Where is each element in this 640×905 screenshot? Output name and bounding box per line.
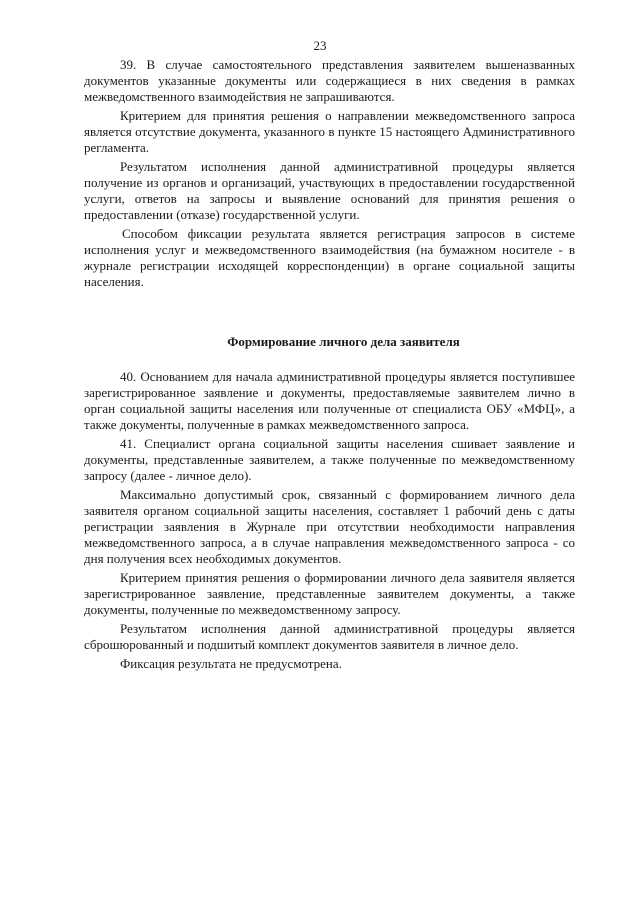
paragraph-criterion-request: Критерием для принятия решения о направлении межведомственного запроса является отсутствие документа, указанного в пункте 15 настоящего Административного регламента. [84, 108, 575, 155]
paragraph-max-term: Максимально допустимый срок, связанный с формированием личного дела заявителя органом социальной защиты населения, составляет 1 рабочий день с даты регистрации заявления в Журнале при отсутствии необходимости направления межведомственного запроса, а в случае направления межведомственного запроса - со дня получения всех необходимых документов. [84, 487, 575, 566]
paragraph-result-request: Результатом исполнения данной административной процедуры является получение из органов и организаций, участвующих в предоставлении государственной услуги, ответов на запросы и выявление оснований для принятия решения о предоставлении (отказе) государственной услуги. [84, 159, 575, 222]
paragraph-criterion-file: Критерием принятия решения о формировании личного дела заявителя является зарегистрированное заявление, представленные заявителем документы, а также документы, полученные по межведомственному запросу. [84, 570, 575, 617]
paragraph-fixation-request: Способом фиксации результата является регистрация запросов в системе исполнения услуг и межведомственного взаимодействия (на бумажном носителе - в журнале регистрации исходящей корреспонденции) в органе социальной защиты населения. [84, 226, 575, 289]
page-number: 23 [313, 38, 327, 53]
paragraph-fixation-file: Фиксация результата не предусмотрена. [120, 656, 342, 671]
section-title: Формирование личного дела заявителя [227, 334, 460, 349]
paragraph-39: 39. В случае самостоятельного представления заявителем вышеназванных документов указанные документы или содержащиеся в них сведения в рамках межведомственного взаимодействия не запрашиваются. [84, 57, 575, 104]
paragraph-result-file: Результатом исполнения данной административной процедуры является сброшюрованный и подшитый комплект документов заявителя в личное дело. [84, 621, 575, 652]
paragraph-41: 41. Специалист органа социальной защиты населения сшивает заявление и документы, представленные заявителем, а также полученные по межведомственному запросу (далее - личное дело). [84, 436, 575, 483]
paragraph-40: 40. Основанием для начала административной процедуры является поступившее зарегистрированное заявление и документы, предоставляемые заявителем лично в орган социальной защиты населения или полученные от специалиста ОБУ «МФЦ», а также документы, полученные в рамках межведомственного запроса. [84, 369, 575, 432]
document-body [84, 57, 575, 675]
